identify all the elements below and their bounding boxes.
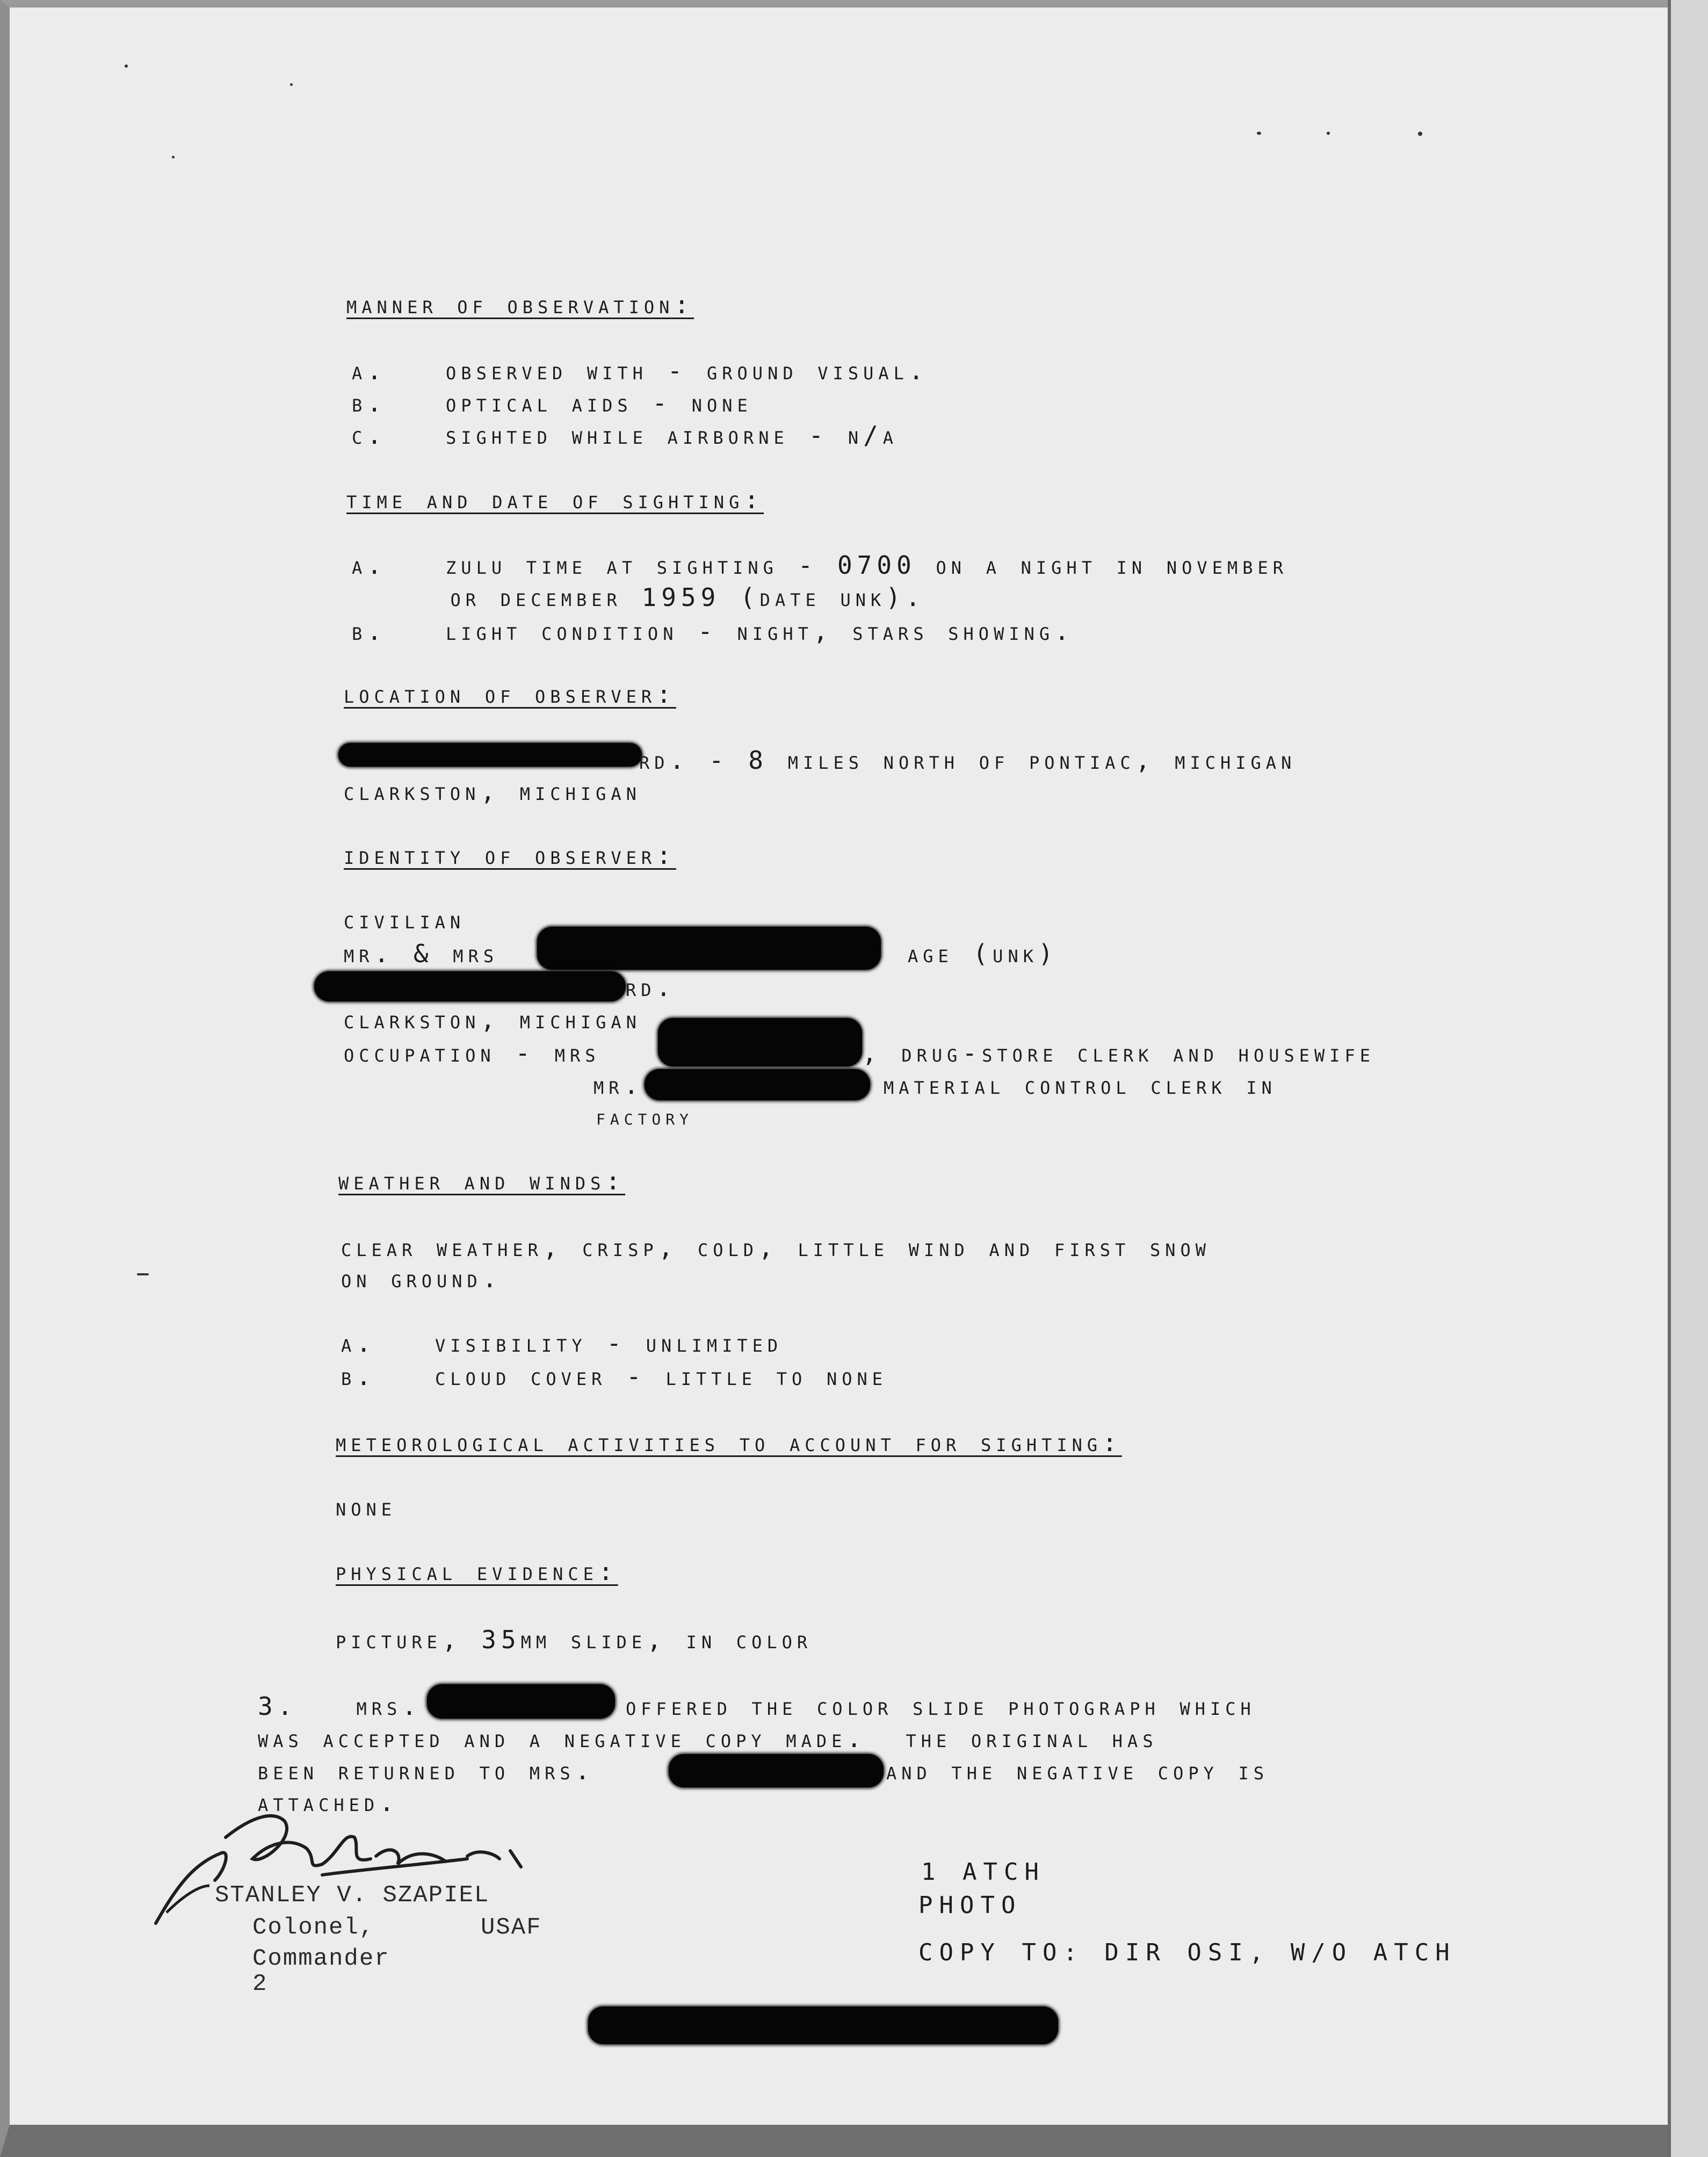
signer-name: STANLEY V. SZAPIEL [215, 1882, 490, 1909]
signer-title: Commander [252, 1945, 390, 1972]
signer-rank: Colonel, [252, 1914, 375, 1941]
redaction-address [338, 743, 642, 767]
weather-line1: clear weather, crisp, cold, little wind and first snow [341, 1233, 1211, 1262]
para3-line1b: offered the color slide photograph which [626, 1692, 1256, 1721]
identity-line2b: age (unk) [908, 939, 1058, 968]
heading-manner: manner of observation: [346, 290, 694, 319]
time-item-a-line2: or december 1959 (date unk). [352, 583, 925, 612]
redaction-para3-name2 [669, 1754, 884, 1787]
manner-item-b: b. optical aids - none [352, 388, 752, 417]
identity-line5b: , drug-store clerk and housewife [862, 1038, 1376, 1067]
attachment-line1: 1 ATCH [921, 1858, 1045, 1886]
identity-line6b: material control clerk in [884, 1071, 1277, 1100]
page-number: 2 [252, 1971, 268, 1997]
identity-line3: rd. [626, 973, 676, 1002]
speck [125, 64, 128, 68]
identity-line2a: mr. & mrs [344, 939, 499, 968]
speck [290, 83, 293, 86]
redaction-mrs-name [658, 1018, 862, 1066]
para3-line1a: 3. mrs. [258, 1692, 422, 1721]
weather-item-b: b. cloud cover - little to none [341, 1362, 888, 1391]
redaction-para3-name1 [427, 1684, 615, 1719]
identity-line5a: occupation - mrs [344, 1038, 600, 1067]
heading-evidence: physical evidence: [336, 1557, 618, 1586]
speck [1327, 132, 1330, 135]
identity-line4: clarkston, michigan [344, 1005, 641, 1034]
para3-line3a: been returned to mrs. [258, 1756, 595, 1785]
speck [137, 1273, 149, 1275]
location-line2: clarkston, michigan [344, 777, 641, 806]
page-edge [1668, 0, 1708, 2157]
speck [172, 156, 175, 158]
heading-meteorological: meteorological activities to account for sighting: [336, 1428, 1122, 1457]
identity-line6a: mr. [594, 1071, 644, 1100]
location-line1: rd. - 8 miles north of pontiac, michigan [639, 746, 1297, 775]
time-item-b: b. light condition - night, stars showing. [352, 617, 1074, 646]
signer-branch: USAF [481, 1914, 542, 1941]
redaction-observer-name [537, 927, 881, 970]
meteorological-text: none [336, 1492, 397, 1521]
redaction-bottom [588, 2007, 1058, 2044]
heading-location: location of observer: [344, 680, 676, 709]
identity-line7: factory [596, 1105, 694, 1130]
redaction-mr-name [645, 1069, 870, 1100]
para3-line3b: and the negative copy is [886, 1756, 1269, 1785]
identity-line1: civilian [344, 905, 466, 934]
heading-weather: weather and winds: [338, 1166, 626, 1195]
evidence-text: picture, 35mm slide, in color [336, 1625, 813, 1654]
para3-line2: was accepted and a negative copy made. the original has [258, 1724, 1158, 1753]
attachment-line2: PHOTO [918, 1892, 1022, 1919]
manner-item-c: c. sighted while airborne - n/a [352, 421, 899, 450]
weather-line2: on ground. [341, 1264, 502, 1293]
heading-identity: identity of observer: [344, 841, 676, 870]
para3-line4: attached. [258, 1788, 399, 1817]
heading-time: time and date of sighting: [346, 485, 764, 514]
speck [1257, 132, 1261, 135]
speck [1418, 132, 1422, 136]
weather-item-a: a. visibility - unlimited [341, 1329, 783, 1358]
time-item-a-line1: a. zulu time at sighting - 0700 on a night in november [352, 551, 1289, 580]
attachment-line3: COPY TO: DIR OSI, W/O ATCH [918, 1939, 1456, 1966]
redaction-observer-address [314, 971, 626, 1001]
manner-item-a: a. observed with - ground visual. [352, 356, 929, 385]
